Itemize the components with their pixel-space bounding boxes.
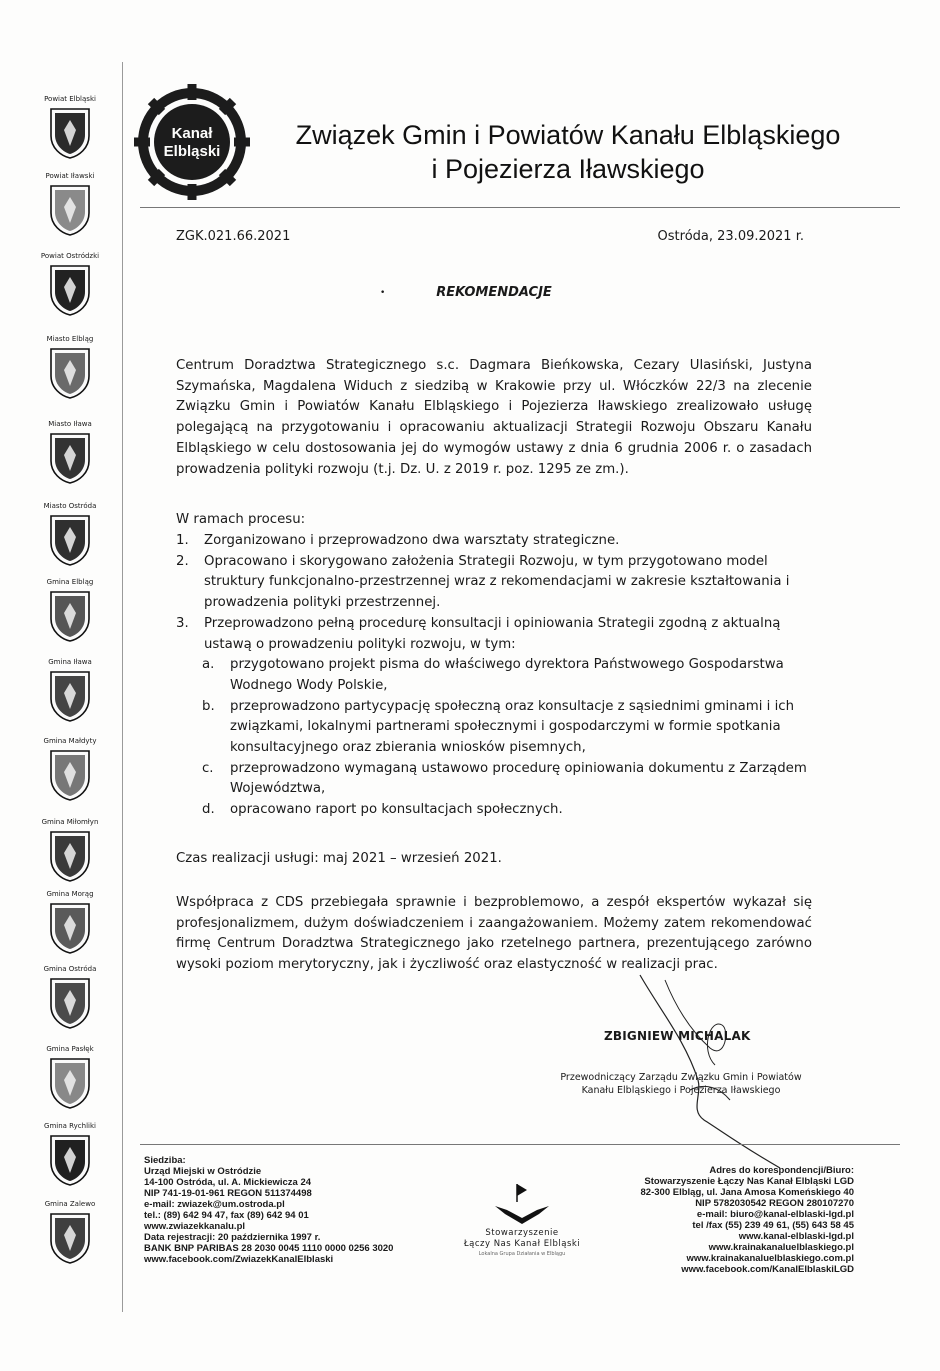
footer-right-line: Stowarzyszenie Łączy Nas Kanał Elbląski LGD	[644, 1176, 854, 1187]
crest-item	[30, 95, 110, 160]
list-item: 1. Zorganizowano i przeprowadzono dwa warsztaty strategiczne.	[176, 533, 620, 548]
header-divider	[140, 207, 900, 208]
org-name-line-1: Związek Gmin i Powiatów Kanału Elbląskiego	[295, 120, 841, 150]
coat-of-arms-icon	[48, 431, 92, 485]
footer-right-line: tel /fax (55) 239 49 61, (55) 643 58 45	[692, 1220, 854, 1231]
footer-left-line: BANK BNP PARIBAS 28 2030 0045 1110 0000 0256 3020	[144, 1243, 394, 1254]
coat-of-arms-icon	[48, 346, 92, 400]
crest-label: Gmina Morąg	[46, 890, 94, 898]
intro-paragraph: Centrum Doradztwa Strategicznego s.c. Dagmara Bieńkowska, Cezary Ulasiński, Justyna Szymańska, Magdalena Widuch z siedzibą w Krakowie przy ul. Włóczków 22/3 na zlecenie Związku Gmin i Powiatów Kanału Elbląskiego i Pojezierza Iławskiego zrealizowało usługę polegającą na przygotowaniu i opracowaniu aktualizacji Strategii Rozwoju Obszaru Kanału Elbląskiego w celu dostosowania jej do wymogów ustawy z dnia 6 grudnia 2006 r. o zasadach prowadzenia polityki rozwoju (t.j. Dz. U. z 2019 r. poz. 1295 ze zm.).	[176, 358, 812, 477]
crest-label: Powiat Ostródzki	[40, 252, 100, 260]
coat-of-arms-icon	[48, 513, 92, 567]
crest-item	[30, 737, 110, 802]
crest-label: Miasto Ostróda	[43, 502, 97, 510]
coat-of-arms-icon	[48, 829, 92, 883]
footer-right-line: NIP 5782030542 REGON 280107270	[695, 1198, 854, 1209]
crest-item	[30, 965, 110, 1030]
crest-label: Gmina Zalewo	[44, 1200, 96, 1208]
footer-headquarters	[144, 1155, 393, 1265]
coat-of-arms-icon	[48, 589, 92, 643]
association-emblem-icon	[487, 1180, 557, 1228]
crest-label: Gmina Ostróda	[43, 965, 97, 973]
footer-right-line: www.facebook.com/KanalElblaskiLGD	[681, 1264, 854, 1275]
logo-text-2: Elbląski	[163, 143, 221, 160]
coat-of-arms-icon	[48, 106, 92, 160]
document-date: Ostróda, 23.09.2021 r.	[657, 229, 804, 244]
footer-left-line: Urząd Miejski w Ostródzie	[144, 1166, 262, 1177]
sub-list-item: b. przeprowadzono partycypację społeczną oraz konsultacje z sąsiednimi gminami i ich związkami, lokalnymi partnerami społecznymi i gospodarczymi w formie spotkania konsultacyjnego oraz zbierania wniosków pisemnych,	[202, 698, 795, 756]
crest-label: Gmina Małdyty	[43, 737, 97, 745]
coat-of-arms-icon	[48, 1211, 92, 1265]
coat-of-arms-icon	[48, 976, 92, 1030]
footer-left-line: www.facebook.com/ZwiazekKanalElblaski	[144, 1254, 334, 1265]
crest-item	[30, 818, 110, 883]
document-title: REKOMENDACJE	[436, 285, 552, 300]
footer-divider	[140, 1144, 900, 1145]
duration-paragraph: Czas realizacji usługi: maj 2021 – wrzesień 2021.	[176, 851, 502, 866]
footer-left-line: www.zwiazekkanalu.pl	[144, 1221, 246, 1232]
coat-of-arms-icon	[48, 669, 92, 723]
list-item: 2. Opracowano i skorygowano założenia Strategii Rozwoju, w tym przygotowano model struktury funkcjonalno-przestrzennej wraz z rekomendacjami w zakresie kształtowania i prowadzenia polityki przestrzennej.	[176, 553, 790, 611]
association-subtitle: Lokalna Grupa Działania w Elblągu	[478, 1251, 566, 1257]
handwritten-signature	[630, 970, 790, 1170]
footer-right-line: e-mail: biuro@kanal-elblaski-lgd.pl	[696, 1209, 854, 1220]
crest-label: Gmina Elbląg	[46, 578, 94, 586]
coat-of-arms-icon	[48, 1056, 92, 1110]
closing-paragraph: Współpraca z CDS przebiegała sprawnie i bezproblemowo, a zespół ekspertów wykazał się profesjonalizmem, dużym doświadczeniem i zaangażowaniem. Możemy zatem rekomendować firmę Centrum Doradztwa Strategicznego jako rzetelnego partnera, prezentującego zarówno wysoki poziom merytoryczny, jak i życzliwość oraz elastyczność w realizacji prac.	[176, 895, 812, 973]
crest-item	[30, 1200, 110, 1265]
crest-label: Miasto Elbląg	[46, 335, 94, 343]
footer-right-line: 82-300 Elbląg, ul. Jana Amosa Komeńskiego 40	[640, 1187, 854, 1198]
footer-left-line: tel.: (89) 642 94 47, fax (89) 642 94 01	[144, 1210, 309, 1221]
list-item: 3. Przeprowadzono pełną procedurę konsultacji i opiniowania Strategii zgodną z aktualną ustawą o prowadzeniu polityki rozwoju, w tym:	[176, 615, 781, 652]
association-name-1: Stowarzyszenie	[485, 1228, 559, 1238]
association-name-2: Łączy Nas Kanał Elbląski	[463, 1239, 581, 1249]
sub-list-item: a. przygotowano projekt pisma do właściwego dyrektora Państwowego Gospodarstwa Wodnego Wody Polskie,	[202, 657, 784, 693]
sub-list-item: d. opracowano raport po konsultacjach społecznych.	[202, 802, 563, 818]
crest-sidebar	[0, 0, 120, 1371]
process-list	[176, 531, 816, 821]
crest-item	[30, 172, 110, 237]
crest-item	[30, 658, 110, 723]
crest-label: Gmina Miłomłyn	[41, 818, 99, 826]
coat-of-arms-icon	[48, 748, 92, 802]
organization-name	[258, 118, 878, 186]
crest-item	[30, 1045, 110, 1110]
footer-left-line: Siedziba:	[144, 1155, 186, 1166]
footer-left-line: e-mail: zwiazek@um.ostroda.pl	[144, 1199, 285, 1210]
footer-right-line: www.kanal-elblaski-lgd.pl	[738, 1231, 854, 1242]
reference-number: ZGK.021.66.2021	[176, 229, 291, 244]
crest-item	[30, 420, 110, 485]
process-label: W ramach procesu:	[176, 512, 306, 527]
footer-left-line: Data rejestracji: 20 października 1997 r.	[144, 1232, 321, 1243]
kanal-elblaski-logo	[132, 82, 252, 202]
crest-item	[30, 502, 110, 567]
crest-item	[30, 252, 110, 317]
crest-item	[30, 335, 110, 400]
crest-item	[30, 890, 110, 955]
crest-label: Powiat Iławski	[45, 172, 95, 180]
org-name-line-2: i Pojezierza Iławskiego	[431, 154, 705, 184]
crest-label: Miasto Iława	[48, 420, 92, 428]
footer-left-line: NIP 741-19-01-961 REGON 511374498	[144, 1188, 312, 1199]
coat-of-arms-icon	[48, 263, 92, 317]
footer-right-line: www.krainakanaluelblaskiego.com.pl	[686, 1253, 854, 1264]
stray-dot: •	[380, 288, 386, 298]
association-logo	[452, 1180, 592, 1258]
coat-of-arms-icon	[48, 901, 92, 955]
footer-right-line: www.krainakanaluelblaskiego.pl	[708, 1242, 854, 1253]
logo-text-1: Kanał	[171, 125, 213, 142]
crest-label: Gmina Rychliki	[44, 1122, 96, 1130]
crest-label: Gmina Pasłęk	[46, 1045, 94, 1053]
crest-label: Gmina Iława	[48, 658, 92, 666]
signatory-name: ZBIGNIEW MICHALAK	[604, 1029, 751, 1043]
sub-list-item: c. przeprowadzono wymaganą ustawowo procedurę opiniowania dokumentu z Zarządem Województwa,	[202, 760, 807, 797]
coat-of-arms-icon	[48, 183, 92, 237]
footer-correspondence	[641, 1165, 854, 1275]
signatory-role: Przewodniczący Zarządu Związku Gmin i Powiatów Kanału Elbląskiego i Pojezierza Iławskiego	[560, 1072, 802, 1096]
crest-item	[30, 1122, 110, 1187]
footer-left-line: 14-100 Ostróda, ul. A. Mickiewicza 24	[144, 1177, 312, 1188]
sidebar-divider	[122, 62, 123, 1312]
coat-of-arms-icon	[48, 1133, 92, 1187]
crest-label: Powiat Elbląski	[44, 95, 96, 103]
crest-item	[30, 578, 110, 643]
footer-right-line: Adres do korespondencji/Biuro:	[709, 1165, 854, 1176]
